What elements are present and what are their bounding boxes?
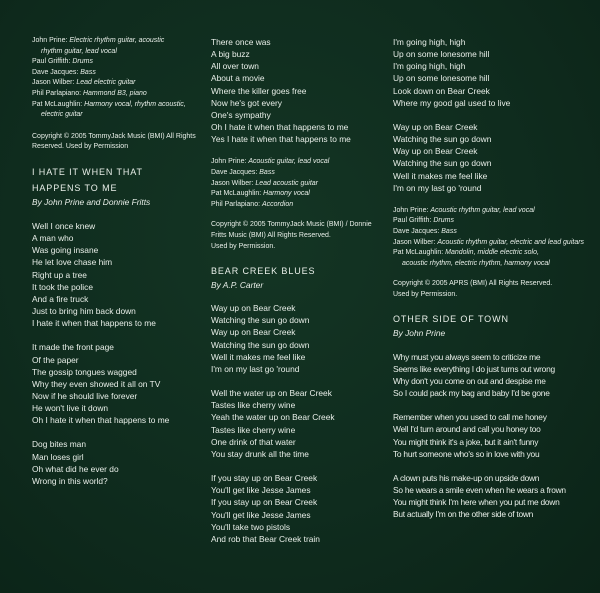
lyric-line: If you stay up on Bear Creek	[211, 497, 318, 508]
lyric-stanza	[211, 36, 381, 145]
lyric-line: One's sympathy	[211, 109, 271, 120]
lyric-line: Where my good gal used to live	[393, 97, 511, 108]
credit-line: John Prine: Acoustic guitar, lead vocal	[211, 158, 330, 166]
lyric-stanza	[211, 387, 381, 460]
copyright-line: Used by Permission.	[211, 242, 276, 250]
copyright-notice	[393, 279, 583, 300]
credit-line: Dave Jacques: Bass	[211, 169, 275, 176]
lyric-line: I'm going high, high	[393, 37, 466, 47]
lyric-line: Now if he should live forever	[32, 390, 138, 401]
lyric-line: Wrong in this world?	[32, 475, 108, 486]
lyric-stanza	[393, 472, 583, 521]
lyric-line: Tastes like cherry wine	[211, 400, 296, 411]
lyric-line: Look down on Bear Creek	[393, 85, 490, 96]
column-1	[32, 36, 202, 487]
credit-line: Phil Parlapiano: Hammond B3, piano	[32, 89, 147, 97]
lyric-line: You stay drunk all the time	[211, 448, 309, 459]
lyric-line: Now he's got every	[211, 97, 282, 108]
lyric-line: Oh I hate it when that happens to me	[32, 415, 170, 426]
lyric-line: It took the police	[32, 281, 93, 292]
credit-line: Pat McLaughlin: Harmony vocal	[211, 190, 310, 198]
lyric-line: About a movie	[211, 73, 265, 84]
lyric-line: I'm going high, high	[393, 61, 466, 72]
lyric-line: A man who	[32, 233, 74, 244]
lyric-line: Watching the sun go down	[393, 158, 492, 169]
lyric-line: Well I'd turn around and call you honey too	[393, 424, 541, 435]
lyric-line: I'm on my last go 'round	[211, 363, 300, 374]
lyric-line: Yeah the water up on Bear Creek	[211, 412, 335, 423]
lyric-line: All over town	[211, 61, 259, 72]
lyric-line: Oh I hate it when that happens to me	[211, 122, 349, 133]
copyright-line: Copyright © 2005 TommyJack Music (BMI) All Rights	[32, 132, 196, 140]
lyric-line: If you stay up on Bear Creek	[211, 473, 318, 484]
lyric-stanza	[393, 351, 583, 400]
lyric-stanza	[393, 36, 583, 109]
lyric-line: There once was	[211, 37, 271, 47]
lyric-line: Remember when you used to call me honey	[393, 412, 547, 423]
credit-line: Phil Parlapiano: Accordion	[211, 200, 294, 208]
copyright-line: Copyright © 2005 APRS (BMI) All Rights Reserved.	[393, 280, 553, 288]
lyric-line: You'll get like Jesse James	[211, 485, 311, 496]
lyric-line: The gossip tongues wagged	[32, 366, 137, 377]
credits-block	[393, 206, 583, 270]
song-title: I HATE IT WHEN THAT HAPPENS TO ME	[32, 166, 143, 193]
credit-line: Dave Jacques: Bass	[32, 68, 96, 76]
lyric-line: Why must you always seem to criticize me	[393, 351, 541, 362]
lyric-line: Way up on Bear Creek	[211, 303, 296, 314]
lyric-line: But actually I'm on the other side of town	[393, 509, 534, 520]
credits-block	[211, 157, 381, 210]
lyric-line: You'll take two pistols	[211, 521, 291, 532]
lyric-line: Just to bring him back down	[32, 306, 136, 317]
lyric-line: So he wears a smile even when he wears a frown	[393, 485, 566, 496]
song-heading	[211, 263, 381, 291]
lyric-line: And rob that Bear Creek train	[211, 533, 320, 544]
lyric-line: You might think I'm here when you put me down	[393, 497, 560, 508]
lyric-line: Watching the sun go down	[393, 134, 492, 145]
column-3	[393, 36, 583, 521]
lyric-stanza	[211, 472, 381, 545]
credit-line: Jason Wilber: Acoustic rhythm guitar, electric and lead guitars	[393, 238, 585, 246]
byline: By John Prine	[393, 327, 446, 338]
lyric-stanza	[393, 121, 583, 194]
lyric-line: I'm on my last go 'round	[393, 182, 482, 193]
lyric-line: Way up on Bear Creek	[393, 146, 478, 157]
lyric-line: Why they even showed it all on TV	[32, 378, 161, 389]
credit-line: John Prine: Electric rhythm guitar, acoustic	[32, 37, 165, 44]
lyric-stanza	[32, 438, 202, 487]
lyric-line: You might think it's a joke, but it ain't funny	[393, 436, 539, 447]
credit-line: Jason Wilber: Lead acoustic guitar	[211, 179, 319, 187]
song-title: OTHER SIDE OF TOWN	[393, 313, 509, 324]
credit-line: John Prine: Acoustic rhythm guitar, lead vocal	[393, 206, 535, 214]
lyric-line: Up on some lonesome hill	[393, 73, 490, 84]
credits-block	[32, 36, 202, 121]
lyric-stanza	[32, 220, 202, 329]
credit-line: rhythm guitar, lead vocal	[41, 47, 117, 55]
copyright-notice	[32, 132, 202, 153]
lyric-line: I hate it when that happens to me	[32, 318, 156, 329]
copyright-line: Copyright © 2005 TommyJack Music (BMI) / Donnie	[211, 221, 372, 229]
song-title: BEAR CREEK BLUES	[211, 266, 316, 277]
credit-line: Paul Griffith: Drums	[393, 217, 454, 225]
lyric-line: Way up on Bear Creek	[211, 327, 296, 338]
credit-line: acoustic rhythm, electric rhythm, harmony vocal	[402, 259, 550, 267]
lyric-line: Dog bites man	[32, 439, 86, 450]
lyric-stanza	[393, 411, 583, 460]
lyric-line: Well I once knew	[32, 220, 96, 231]
lyric-line: Well the water up on Bear Creek	[211, 388, 332, 399]
credit-line: Dave Jacques: Bass	[393, 228, 457, 236]
byline: By A.P. Carter	[211, 280, 264, 291]
copyright-notice	[211, 220, 381, 252]
lyric-line: Watching the sun go down	[211, 315, 310, 326]
lyric-line: One drink of that water	[211, 436, 296, 447]
lyric-line: To hurt someone who's so in love with you	[393, 448, 540, 459]
lyric-line: And a fire truck	[32, 293, 89, 304]
lyric-line: Was going insane	[32, 245, 99, 256]
lyric-line: Oh what did he ever do	[32, 463, 119, 474]
lyric-line: You'll get like Jesse James	[211, 509, 311, 520]
lyric-line: It made the front page	[32, 342, 114, 353]
song-heading	[393, 311, 583, 339]
credit-line: Pat McLaughlin: Mandolin, middle electric solo,	[393, 249, 539, 257]
lyric-line: So I could pack my bag and baby I'd be gone	[393, 388, 550, 399]
lyric-line: Where the killer goes free	[211, 85, 307, 96]
credit-line: Pat McLaughlin: Harmony vocal, rhythm acoustic,	[32, 100, 186, 108]
lyric-line: A clown puts his make-up on upside down	[393, 472, 540, 483]
lyric-line: Up on some lonesome hill	[393, 49, 490, 60]
lyric-line: Of the paper	[32, 354, 79, 365]
lyric-line: A big buzz	[211, 49, 250, 60]
credit-line: Paul Griffith: Drums	[32, 58, 93, 66]
lyric-line: Right up a tree	[32, 269, 87, 280]
lyric-line: Watching the sun go down	[211, 339, 310, 350]
lyric-line: Man loses girl	[32, 451, 84, 462]
column-2	[211, 36, 381, 545]
credit-line: electric guitar	[41, 111, 83, 119]
lyric-line: Well it makes me feel like	[211, 351, 306, 362]
credit-line: Jason Wilber: Lead electric guitar	[32, 79, 136, 87]
lyric-line: Well it makes me feel like	[393, 170, 488, 181]
lyric-line: Way up on Bear Creek	[393, 121, 478, 132]
lyric-line: He let love chase him	[32, 257, 113, 268]
copyright-line: Used by Permission.	[393, 291, 458, 299]
lyric-stanza	[32, 341, 202, 426]
song-heading	[32, 164, 202, 208]
lyric-line: Tastes like cherry wine	[211, 424, 296, 435]
lyric-line: Yes I hate it when that happens to me	[211, 134, 351, 145]
lyric-stanza	[211, 302, 381, 375]
copyright-line: Fritts Music (BMI) All Rights Reserved.	[211, 231, 331, 239]
lyric-line: Seems like everything I do just turns out wrong	[393, 363, 555, 374]
lyric-line: He won't live it down	[32, 403, 109, 414]
byline: By John Prine and Donnie Fritts	[32, 196, 151, 207]
lyric-line: Why don't you come on out and despise me	[393, 375, 546, 386]
copyright-line: Reserved. Used by Permission	[32, 143, 129, 151]
